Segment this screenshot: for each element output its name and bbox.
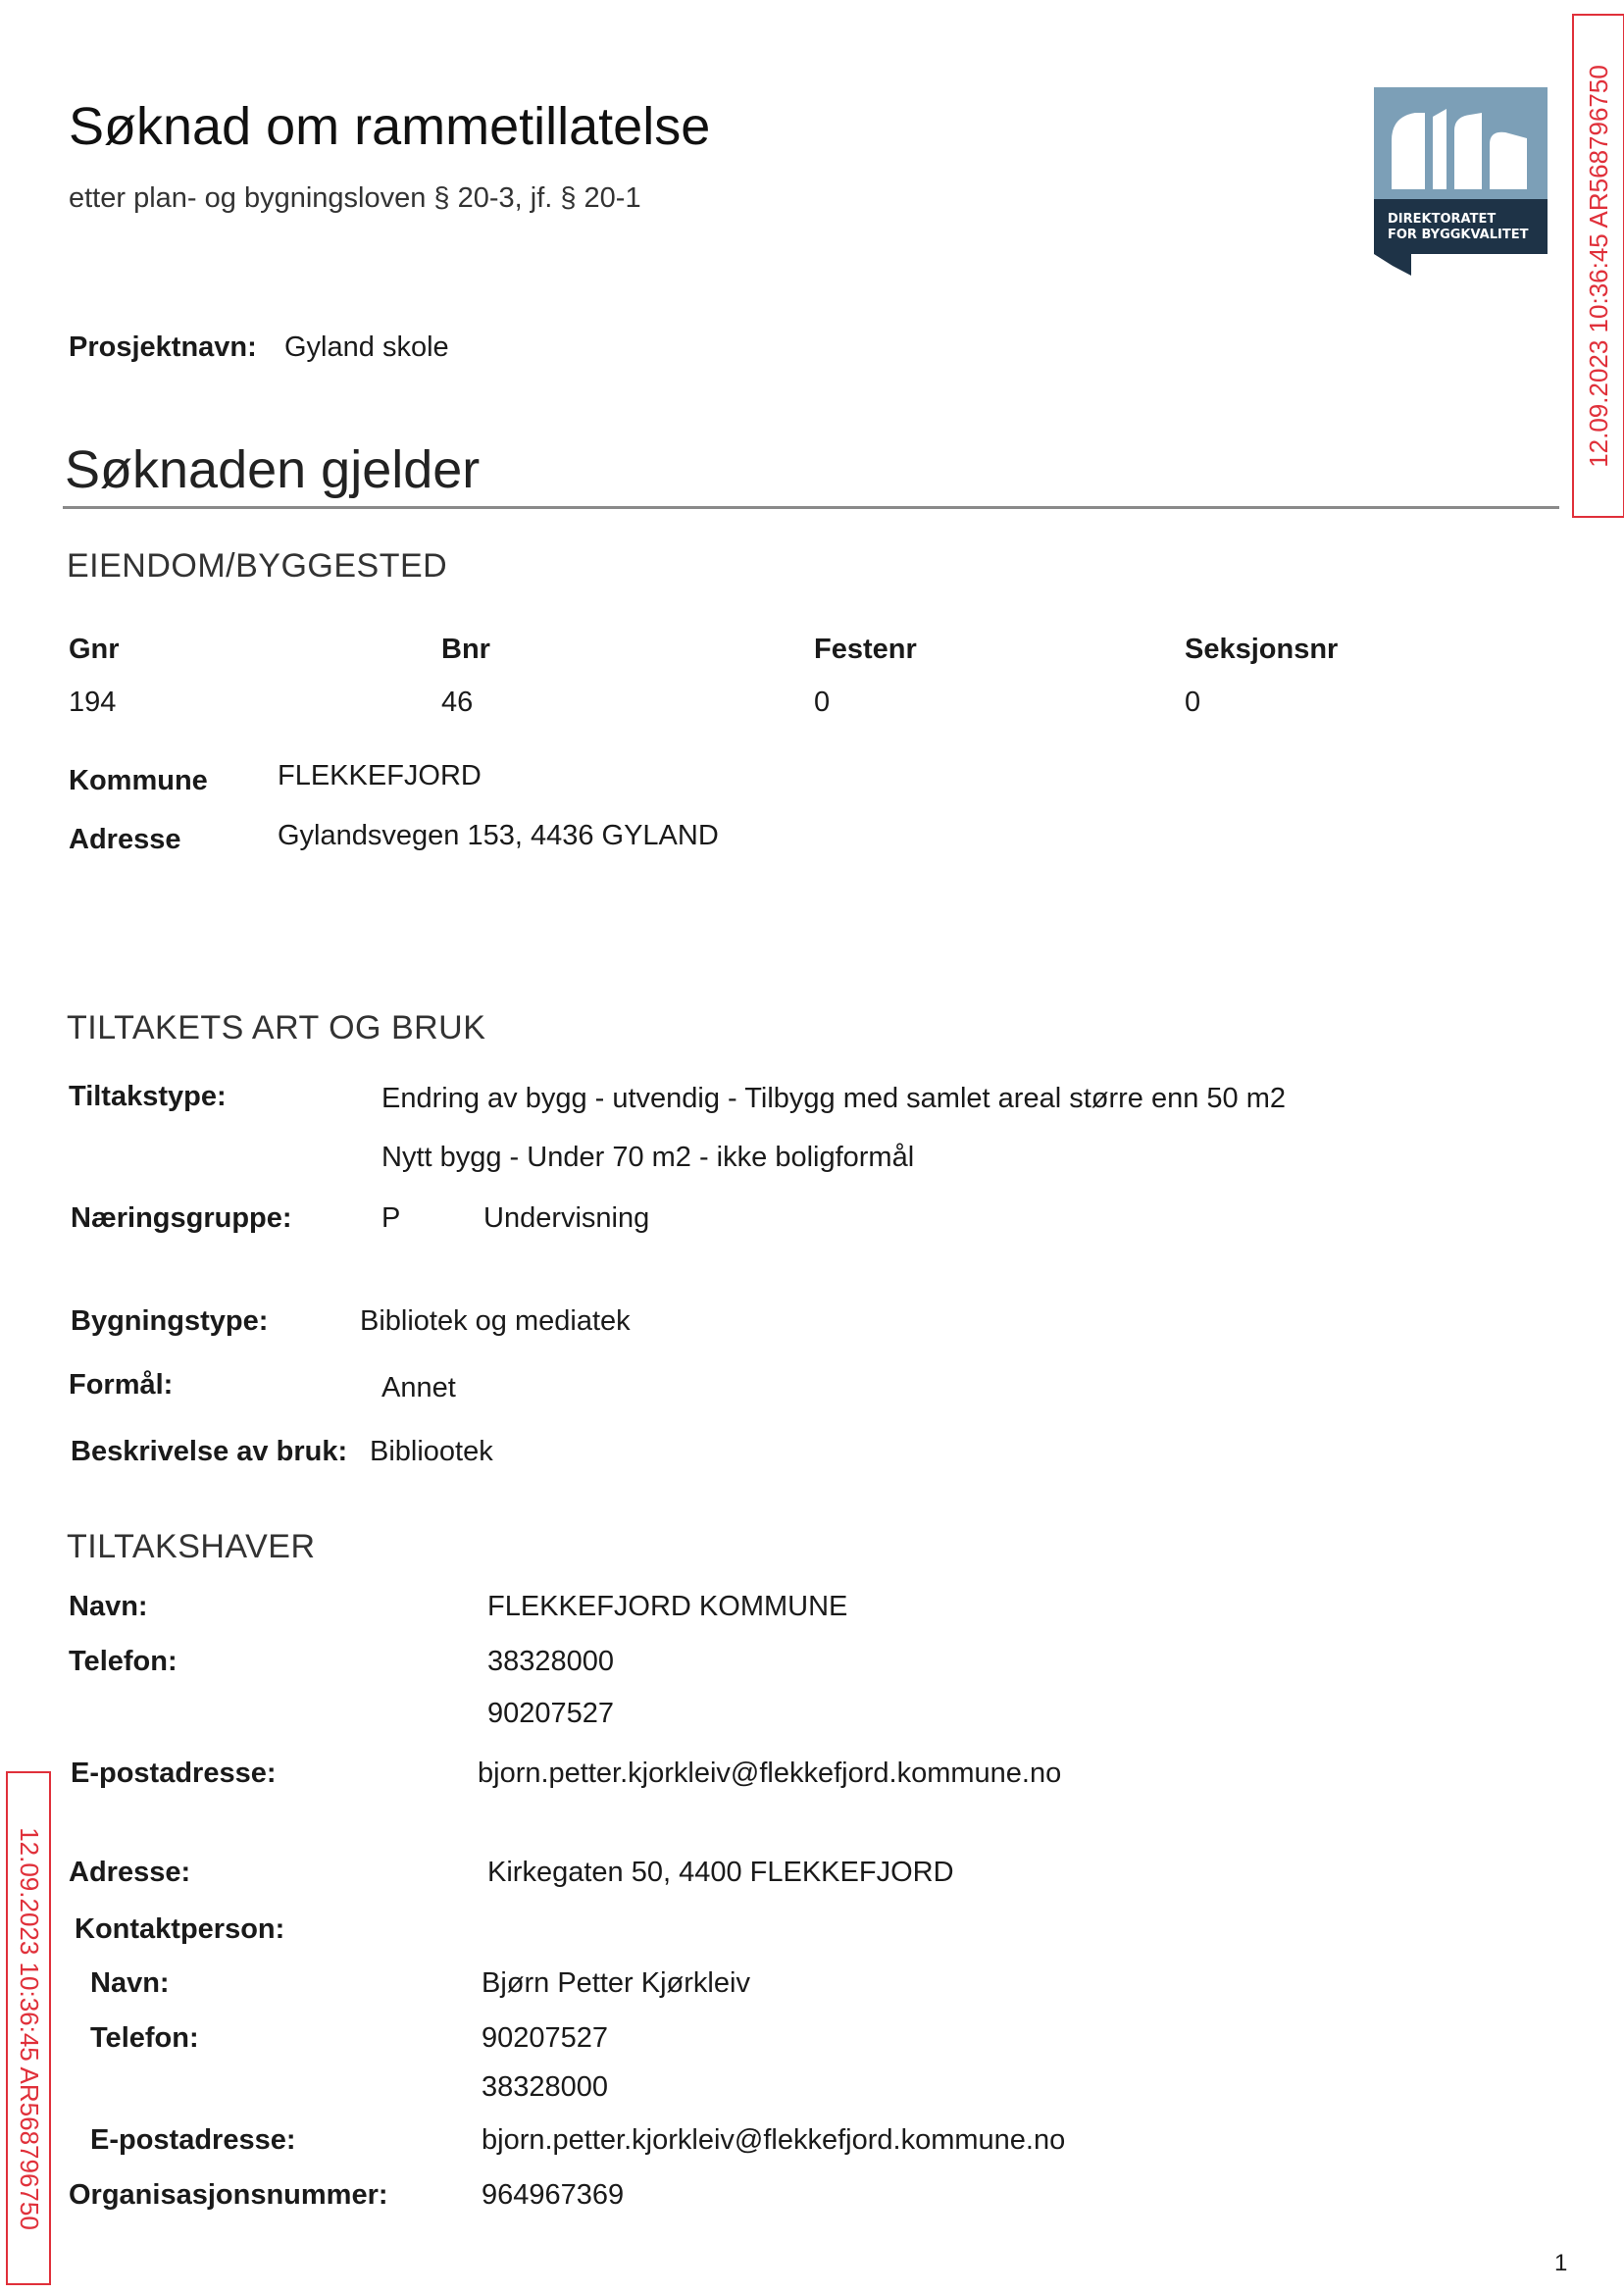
section-title: Søknaden gjelder (65, 440, 481, 499)
th-telefon-label: Telefon: (69, 1646, 178, 1677)
th-navn-value: FLEKKEFJORD KOMMUNE (487, 1591, 848, 1622)
gnr-label: Gnr (69, 634, 120, 665)
section-divider (63, 506, 1559, 509)
seksjonsnr-label: Seksjonsnr (1185, 634, 1339, 665)
tiltakshaver-heading: TILTAKSHAVER (67, 1528, 316, 1565)
logo-text-line1: DIREKTORATET (1388, 212, 1497, 227)
kontaktperson-label: Kontaktperson: (75, 1913, 285, 1945)
bygningstype-value: Bibliotek og mediatek (360, 1305, 631, 1337)
tiltakstype-label: Tiltakstype: (69, 1081, 227, 1112)
naeringsgruppe-value: Undervisning (483, 1202, 650, 1234)
festenr-label: Festenr (814, 634, 917, 665)
org-value: 964967369 (482, 2179, 625, 2211)
org-label: Organisasjonsnummer: (69, 2179, 388, 2211)
formal-value: Annet (381, 1372, 456, 1403)
formal-label: Formål: (69, 1369, 174, 1401)
seksjonsnr-value: 0 (1185, 687, 1201, 718)
page-title: Søknad om rammetillatelse (69, 97, 711, 156)
kp-epost-value: bjorn.petter.kjorkleiv@flekkefjord.kommune.no (482, 2124, 1066, 2156)
kommune-label: Kommune (69, 765, 208, 796)
th-navn-label: Navn: (69, 1591, 148, 1622)
property-heading: EIENDOM/BYGGESTED (67, 547, 448, 585)
page-subtitle: etter plan- og bygningsloven § 20-3, jf. § 20-1 (69, 182, 641, 214)
kp-telefon-value: 38328000 (482, 2071, 609, 2103)
beskrivelse-label: Beskrivelse av bruk: (71, 1436, 348, 1467)
tiltak-heading: TILTAKETS ART OG BRUK (67, 1009, 486, 1046)
project-value: Gyland skole (284, 331, 449, 363)
kp-telefon-label: Telefon: (90, 2022, 199, 2054)
naeringsgruppe-label: Næringsgruppe: (71, 1202, 292, 1234)
th-telefon-value: 90207527 (487, 1698, 615, 1729)
adresse-value: Gylandsvegen 153, 4436 GYLAND (278, 820, 719, 851)
kp-navn-value: Bjørn Petter Kjørkleiv (482, 1967, 750, 1999)
th-epost-value: bjorn.petter.kjorkleiv@flekkefjord.kommune.no (478, 1758, 1062, 1789)
tiltakstype-value: Endring av bygg - utvendig - Tilbygg med samlet areal større enn 50 m2 (381, 1083, 1287, 1114)
tiltakstype-value: Nytt bygg - Under 70 m2 - ikke boligformål (381, 1142, 915, 1173)
page-number: 1 (1554, 2250, 1568, 2276)
dibk-logo (1374, 87, 1548, 276)
th-epost-label: E-postadresse: (71, 1758, 277, 1789)
archive-stamp-top: 12.09.2023 10:36:45 AR568796750 (1572, 14, 1624, 518)
kp-navn-label: Navn: (90, 1967, 170, 1999)
gnr-value: 194 (69, 687, 117, 718)
kp-epost-label: E-postadresse: (90, 2124, 296, 2156)
naeringsgruppe-code: P (381, 1202, 401, 1234)
kp-telefon-value: 90207527 (482, 2022, 609, 2054)
logo-text-line2: FOR BYGGKVALITET (1388, 228, 1529, 242)
bnr-label: Bnr (441, 634, 490, 665)
th-adresse-value: Kirkegaten 50, 4400 FLEKKEFJORD (487, 1857, 954, 1888)
bygningstype-label: Bygningstype: (71, 1305, 269, 1337)
archive-stamp-left: 12.09.2023 10:36:45 AR568796750 (6, 1771, 51, 2285)
bnr-value: 46 (441, 687, 474, 718)
adresse-label: Adresse (69, 824, 181, 855)
beskrivelse-value: Bibliootek (370, 1436, 493, 1467)
project-label: Prosjektnavn: (69, 331, 257, 363)
th-telefon-value: 38328000 (487, 1646, 615, 1677)
th-adresse-label: Adresse: (69, 1857, 191, 1888)
kommune-value: FLEKKEFJORD (278, 760, 482, 791)
festenr-value: 0 (814, 687, 831, 718)
